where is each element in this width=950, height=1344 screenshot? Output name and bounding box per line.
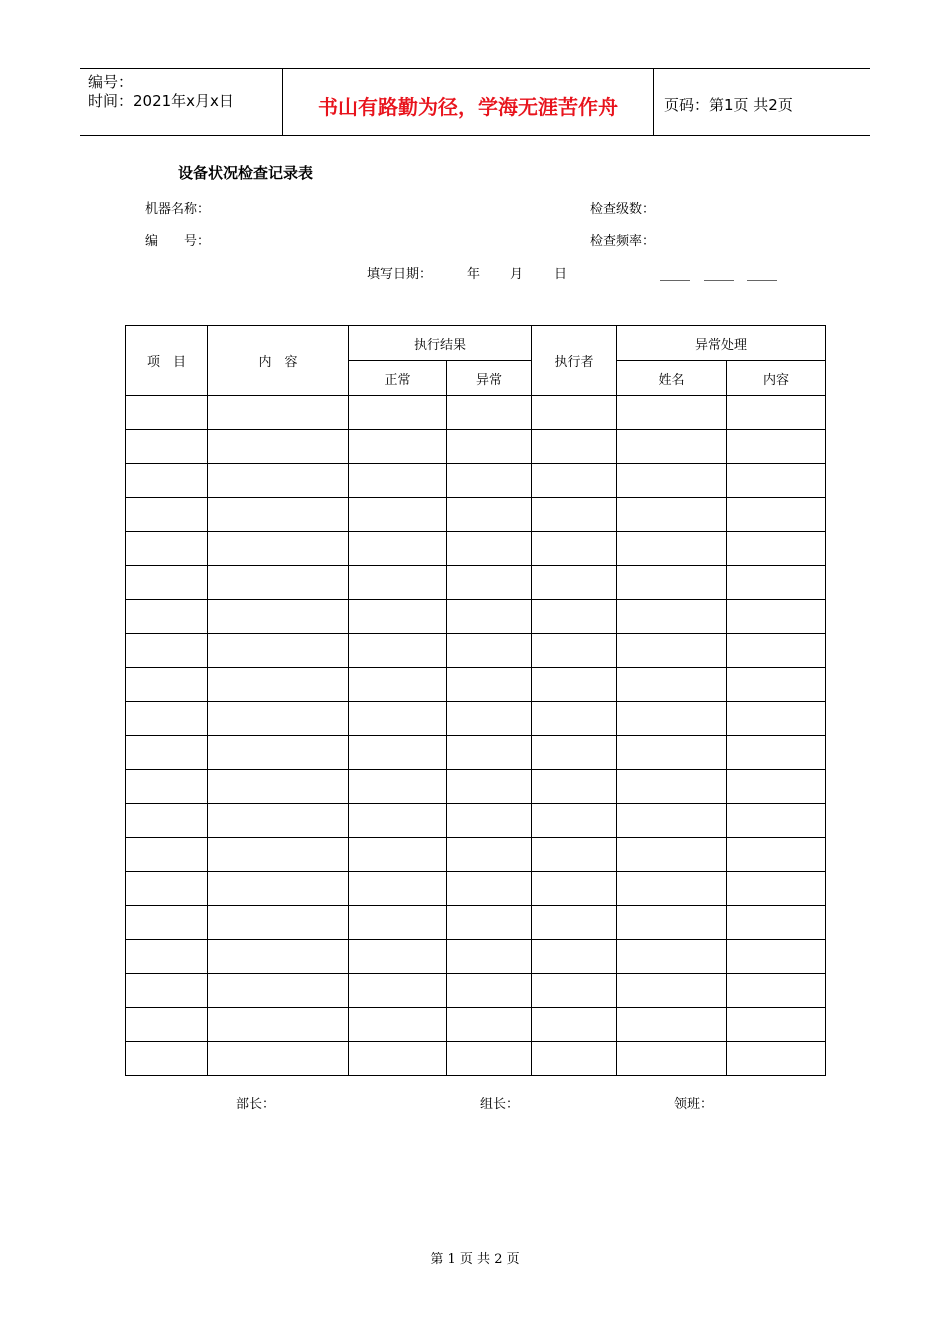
table-cell[interactable] (208, 668, 349, 702)
col-normal-header: 正常 (349, 361, 447, 396)
table-cell[interactable] (617, 804, 727, 838)
header-meta (80, 69, 282, 135)
table-cell[interactable] (208, 498, 349, 532)
table-cell[interactable] (126, 634, 208, 668)
table-cell[interactable] (617, 838, 727, 872)
table-cell[interactable] (727, 464, 826, 498)
table-row (126, 974, 826, 1008)
table-cell[interactable] (447, 498, 532, 532)
document-header (80, 68, 870, 136)
table-cell[interactable] (349, 498, 447, 532)
header-page-info: 页码：第1页 共2页 (664, 95, 793, 114)
table-cell[interactable] (208, 940, 349, 974)
table-cell[interactable] (447, 974, 532, 1008)
table-cell[interactable] (617, 430, 727, 464)
table-cell[interactable] (447, 872, 532, 906)
check-level-label: 检查级数： (590, 202, 656, 217)
table-cell[interactable] (208, 906, 349, 940)
table-cell[interactable] (617, 600, 727, 634)
table-cell[interactable] (349, 872, 447, 906)
table-cell[interactable] (349, 974, 447, 1008)
table-cell[interactable] (617, 906, 727, 940)
table-cell[interactable] (617, 532, 727, 566)
col-handling-header: 异常处理 (617, 326, 826, 361)
fill-date-label: 填写日期： (367, 267, 433, 282)
table-row (126, 600, 826, 634)
table-cell[interactable] (532, 396, 617, 430)
minister-signature-label: 部长： (236, 1097, 276, 1112)
table-cell[interactable] (349, 396, 447, 430)
table-cell[interactable] (349, 804, 447, 838)
table-cell[interactable] (617, 498, 727, 532)
table-cell[interactable] (126, 1042, 208, 1076)
col-name-header: 姓名 (617, 361, 727, 396)
table-cell[interactable] (349, 1008, 447, 1042)
table-cell[interactable] (126, 974, 208, 1008)
table-row (126, 634, 826, 668)
col-handling-content-header: 内容 (727, 361, 826, 396)
table-cell[interactable] (532, 838, 617, 872)
table-cell[interactable] (617, 396, 727, 430)
table-cell[interactable] (727, 804, 826, 838)
table-cell[interactable] (447, 600, 532, 634)
table-row (126, 396, 826, 430)
table-cell[interactable] (727, 396, 826, 430)
table-cell[interactable] (727, 430, 826, 464)
table-cell[interactable] (126, 464, 208, 498)
table-row (126, 940, 826, 974)
table-cell[interactable] (727, 838, 826, 872)
table-cell[interactable] (349, 430, 447, 464)
table-row (126, 1042, 826, 1076)
page-footer: 第 1 页 共 2 页 (430, 1252, 520, 1267)
year-label: 年 (467, 267, 481, 282)
header-motto: 书山有路勤为径，学海无涯苦作舟 (282, 69, 654, 135)
table-cell[interactable] (208, 430, 349, 464)
table-cell[interactable] (126, 532, 208, 566)
table-row (126, 532, 826, 566)
table-cell[interactable] (349, 736, 447, 770)
table-cell[interactable] (617, 634, 727, 668)
number-label: 编 号： (145, 234, 211, 249)
team-leader-signature-label: 组长： (480, 1097, 520, 1112)
table-row (126, 702, 826, 736)
table-cell[interactable] (532, 940, 617, 974)
table-cell[interactable] (126, 804, 208, 838)
blank-line (660, 280, 690, 281)
day-label: 日 (554, 267, 568, 282)
table-cell[interactable] (727, 532, 826, 566)
table-cell[interactable] (208, 532, 349, 566)
table-row (126, 736, 826, 770)
table-cell[interactable] (208, 1042, 349, 1076)
inspection-table (125, 325, 826, 1076)
table-cell[interactable] (447, 838, 532, 872)
table-cell[interactable] (447, 940, 532, 974)
table-cell[interactable] (208, 600, 349, 634)
table-body (126, 396, 826, 1076)
table-cell[interactable] (349, 702, 447, 736)
month-label: 月 (510, 267, 524, 282)
table-cell[interactable] (208, 464, 349, 498)
table-cell[interactable] (617, 566, 727, 600)
table-cell[interactable] (447, 464, 532, 498)
table-row (126, 872, 826, 906)
table-cell[interactable] (447, 430, 532, 464)
table-cell[interactable] (208, 702, 349, 736)
machine-name-label: 机器名称： (145, 202, 211, 217)
table-cell[interactable] (727, 702, 826, 736)
table-cell[interactable] (208, 872, 349, 906)
table-cell[interactable] (532, 736, 617, 770)
table-cell[interactable] (126, 770, 208, 804)
table-cell[interactable] (532, 634, 617, 668)
col-executor-header: 执行者 (532, 326, 617, 396)
table-cell[interactable] (727, 1042, 826, 1076)
table-cell[interactable] (349, 464, 447, 498)
table-cell[interactable] (126, 736, 208, 770)
table-row (126, 1008, 826, 1042)
table-cell[interactable] (727, 872, 826, 906)
col-item-header: 项 目 (126, 326, 208, 396)
table-cell[interactable] (126, 702, 208, 736)
table-cell[interactable] (208, 770, 349, 804)
table-cell[interactable] (532, 600, 617, 634)
table-cell[interactable] (349, 532, 447, 566)
table-cell[interactable] (617, 702, 727, 736)
table-cell[interactable] (126, 430, 208, 464)
table-cell[interactable] (447, 1008, 532, 1042)
table-cell[interactable] (126, 600, 208, 634)
table-cell[interactable] (727, 940, 826, 974)
table-cell[interactable] (617, 872, 727, 906)
table-cell[interactable] (532, 566, 617, 600)
table-cell[interactable] (208, 1008, 349, 1042)
table-cell[interactable] (447, 396, 532, 430)
table-cell[interactable] (617, 940, 727, 974)
table-cell[interactable] (349, 770, 447, 804)
table-cell[interactable] (447, 736, 532, 770)
table-cell[interactable] (617, 464, 727, 498)
table-cell[interactable] (349, 940, 447, 974)
table-cell[interactable] (126, 940, 208, 974)
table-cell[interactable] (532, 974, 617, 1008)
table-row (126, 838, 826, 872)
form-title: 设备状况检查记录表 (178, 164, 314, 182)
table-cell[interactable] (126, 498, 208, 532)
table-row (126, 464, 826, 498)
table-cell[interactable] (208, 566, 349, 600)
foreman-signature-label: 领班： (674, 1097, 714, 1112)
table-cell[interactable] (349, 600, 447, 634)
table-cell[interactable] (727, 1008, 826, 1042)
table-cell[interactable] (727, 770, 826, 804)
header-time-label: 时间：2021年x月x日 (88, 92, 234, 110)
table-cell[interactable] (727, 634, 826, 668)
table-cell[interactable] (532, 532, 617, 566)
table-cell[interactable] (126, 1008, 208, 1042)
table-row (126, 770, 826, 804)
table-cell[interactable] (208, 396, 349, 430)
table-cell[interactable] (447, 906, 532, 940)
table-cell[interactable] (532, 872, 617, 906)
table-row (126, 430, 826, 464)
table-cell[interactable] (532, 702, 617, 736)
table-cell[interactable] (532, 498, 617, 532)
table-cell[interactable] (447, 668, 532, 702)
table-cell[interactable] (532, 1008, 617, 1042)
table-row (126, 498, 826, 532)
table-cell[interactable] (126, 872, 208, 906)
table-cell[interactable] (532, 668, 617, 702)
table-cell[interactable] (617, 770, 727, 804)
table-cell[interactable] (532, 906, 617, 940)
col-content-header: 内 容 (208, 326, 349, 396)
table-cell[interactable] (126, 566, 208, 600)
table-cell[interactable] (447, 634, 532, 668)
table-cell[interactable] (349, 1042, 447, 1076)
table-cell[interactable] (727, 566, 826, 600)
table-cell[interactable] (532, 804, 617, 838)
table-cell[interactable] (617, 1042, 727, 1076)
table-cell[interactable] (208, 838, 349, 872)
table-row (126, 804, 826, 838)
table-cell[interactable] (349, 906, 447, 940)
blank-line (747, 280, 777, 281)
table-row (126, 566, 826, 600)
table-cell[interactable] (349, 634, 447, 668)
table-cell[interactable] (126, 906, 208, 940)
table-cell[interactable] (727, 498, 826, 532)
table-cell[interactable] (532, 430, 617, 464)
table-cell[interactable] (349, 668, 447, 702)
table-cell[interactable] (727, 974, 826, 1008)
table-cell[interactable] (447, 770, 532, 804)
table-cell[interactable] (349, 838, 447, 872)
table-cell[interactable] (208, 804, 349, 838)
table-cell[interactable] (208, 974, 349, 1008)
table-row (126, 906, 826, 940)
table-cell[interactable] (447, 702, 532, 736)
table-cell[interactable] (617, 668, 727, 702)
table-cell[interactable] (349, 566, 447, 600)
check-frequency-label: 检查频率： (590, 234, 656, 249)
table-cell[interactable] (532, 1042, 617, 1076)
table-cell[interactable] (532, 770, 617, 804)
table-cell[interactable] (208, 736, 349, 770)
table-cell[interactable] (617, 1008, 727, 1042)
header-number-label: 编号： (88, 73, 134, 91)
table-cell[interactable] (447, 804, 532, 838)
table-cell[interactable] (447, 532, 532, 566)
table-cell[interactable] (126, 668, 208, 702)
table-cell[interactable] (532, 464, 617, 498)
table-cell[interactable] (617, 736, 727, 770)
table-cell[interactable] (727, 600, 826, 634)
blank-line (704, 280, 734, 281)
table-cell[interactable] (126, 396, 208, 430)
table-cell[interactable] (727, 736, 826, 770)
table-cell[interactable] (727, 668, 826, 702)
table-cell[interactable] (727, 906, 826, 940)
table-cell[interactable] (208, 634, 349, 668)
table-cell[interactable] (617, 974, 727, 1008)
col-result-header: 执行结果 (349, 326, 532, 361)
table-row (126, 668, 826, 702)
col-abnormal-header: 异常 (447, 361, 532, 396)
table-cell[interactable] (126, 838, 208, 872)
table-cell[interactable] (447, 1042, 532, 1076)
table-cell[interactable] (447, 566, 532, 600)
